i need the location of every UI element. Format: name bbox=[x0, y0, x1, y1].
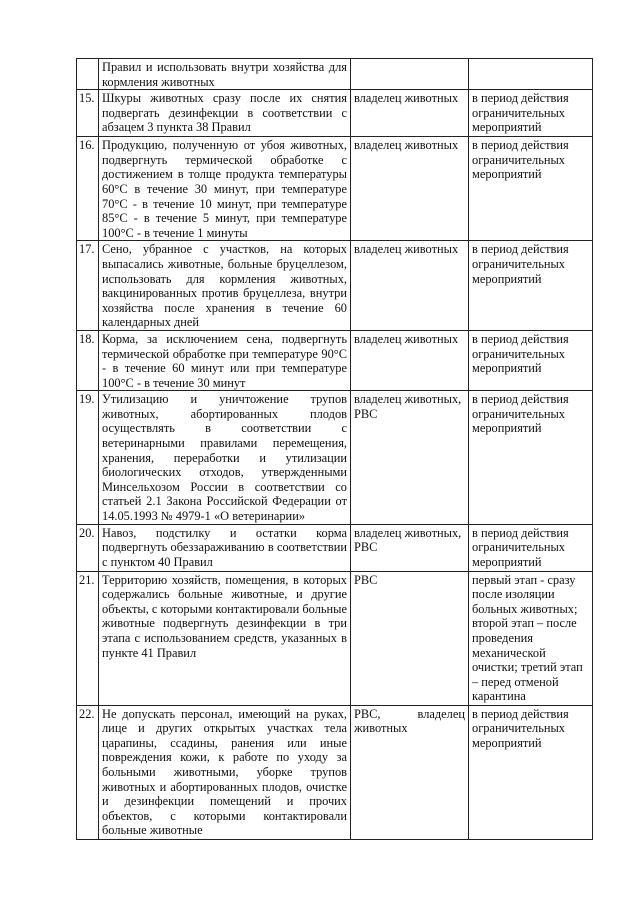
responsible-party bbox=[351, 59, 469, 90]
responsible-party: РВС, владелец животных bbox=[351, 705, 469, 839]
table-row bbox=[77, 330, 593, 390]
table-row bbox=[77, 137, 593, 241]
measure-text: Продукцию, полученную от убоя животных, подвергнуть термической обработке с достижением в толще продукта температуры 60°С в течение 30 минут, при температуре 70°С - в течение 10 минут, при температуре 85°С - в течение 5 минут, при температуре 100°С - в течение 1 минуты bbox=[99, 137, 351, 241]
measure-term: в период действия ограничительных мероприятий bbox=[469, 241, 593, 331]
responsible-party: владелец животных, РВС bbox=[351, 524, 469, 571]
row-number: 16. bbox=[77, 137, 99, 241]
table-row bbox=[77, 241, 593, 331]
measure-text: Корма, за исключением сена, подвергнуть термической обработке при температуре 90°С - в течение 60 минут или при температуре 100°С - в течение 30 минут bbox=[99, 330, 351, 390]
measure-text: Не допускать персонал, имеющий на руках, лице и других открытых участках тела царапины, ссадины, ранения или иные повреждения кожи, к работе по уходу за больными животными, уборке трупов животных и абортированных плодов, очистке и дезинфекции помещений и прочих объектов, с которыми контактировали больные животные bbox=[99, 705, 351, 839]
table-row bbox=[77, 571, 593, 705]
measure-text: Сено, убранное с участков, на которых выпасались животные, больные бруцеллезом, использовать для кормления животных, вакцинированных против бруцеллеза, внутри хозяйства после хранения в течение 60 календарных дней bbox=[99, 241, 351, 331]
measure-term: в период действия ограничительных мероприятий bbox=[469, 524, 593, 571]
measure-term: в период действия ограничительных мероприятий bbox=[469, 90, 593, 137]
row-number: 17. bbox=[77, 241, 99, 331]
table-row bbox=[77, 59, 593, 90]
measure-text: Правил и использовать внутри хозяйства для кормления животных bbox=[99, 59, 351, 90]
measures-table bbox=[76, 58, 593, 840]
measure-text: Шкуры животных сразу после их снятия подвергать дезинфекции в соответствии с абзацем 3 пункта 38 Правил bbox=[99, 90, 351, 137]
measure-text: Навоз, подстилку и остатки корма подвергнуть обеззараживанию в соответствии с пунктом 40 Правил bbox=[99, 524, 351, 571]
responsible-party: владелец животных bbox=[351, 330, 469, 390]
row-number: 18. bbox=[77, 330, 99, 390]
table-row bbox=[77, 90, 593, 137]
measure-text: Утилизацию и уничтожение трупов животных, абортированных плодов осуществлять в соответствии с ветеринарными правилами перемещения, хранения, переработки и утилизации биологических отходов, утвержденными Минсельхозом России в соответствии со статьей 2.1 Закона Российской Федерации от 14.05.1993 № 4979-1 «О ветеринарии» bbox=[99, 391, 351, 524]
table-row bbox=[77, 705, 593, 839]
row-number: 19. bbox=[77, 391, 99, 524]
responsible-party: владелец животных bbox=[351, 137, 469, 241]
measures-table-page bbox=[76, 58, 592, 840]
responsible-party: владелец животных bbox=[351, 90, 469, 137]
row-number: 22. bbox=[77, 705, 99, 839]
measure-term: в период действия ограничительных мероприятий bbox=[469, 705, 593, 839]
measure-term bbox=[469, 59, 593, 90]
row-number bbox=[77, 59, 99, 90]
row-number: 15. bbox=[77, 90, 99, 137]
measure-term: в период действия ограничительных мероприятий bbox=[469, 137, 593, 241]
table-row bbox=[77, 391, 593, 524]
responsible-party: владелец животных bbox=[351, 241, 469, 331]
measure-term: первый этап - сразу после изоляции больных животных; второй этап – после проведения механической очистки; третий этап – перед отменой карантина bbox=[469, 571, 593, 705]
measure-term: в период действия ограничительных мероприятий bbox=[469, 330, 593, 390]
table-row bbox=[77, 524, 593, 571]
row-number: 21. bbox=[77, 571, 99, 705]
row-number: 20. bbox=[77, 524, 99, 571]
measure-text: Территорию хозяйств, помещения, в которых содержались больные животные, и другие объекты, с которыми контактировали больные животные подвергнуть дезинфекции в три этапа с использованием средств, указанных в пункте 41 Правил bbox=[99, 571, 351, 705]
responsible-party: владелец животных, РВС bbox=[351, 391, 469, 524]
responsible-party: РВС bbox=[351, 571, 469, 705]
measure-term: в период действия ограничительных мероприятий bbox=[469, 391, 593, 524]
